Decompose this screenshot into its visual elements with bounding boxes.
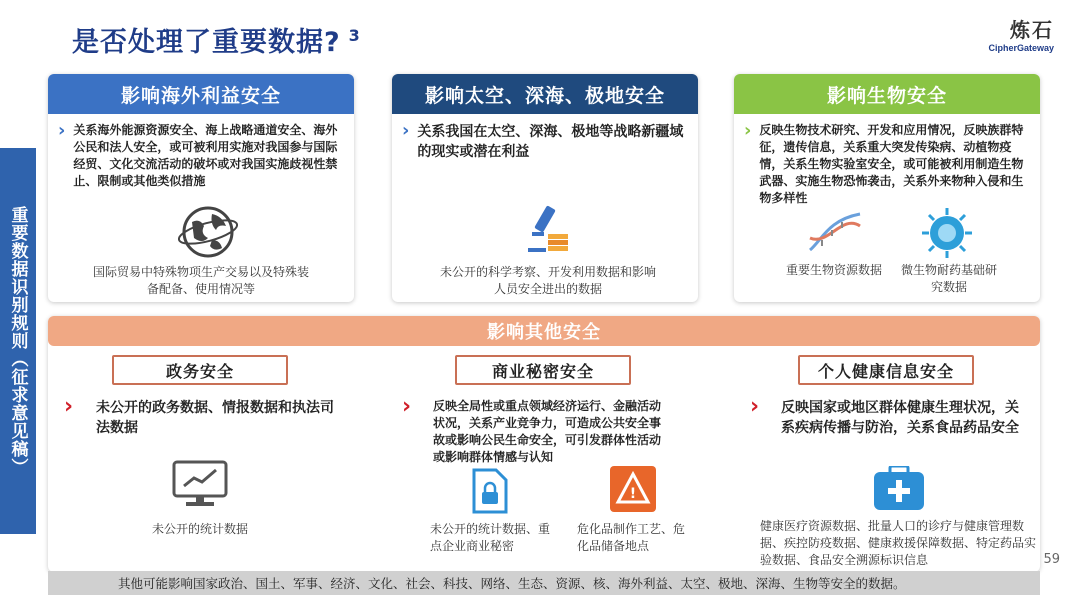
section-title-commercial: 商业秘密安全 (455, 355, 631, 385)
logo-en: CipherGateway (988, 43, 1054, 53)
chevron-right-icon: › (64, 394, 74, 419)
bullet-space (392, 114, 698, 162)
caption-bio-1: 重要生物资源数据 (785, 263, 882, 277)
caption-space: 未公开的科学考察、开发利用数据和影响人员安全进出的数据 (440, 265, 657, 296)
chevron-right-icon: › (58, 120, 66, 141)
page-title: 是否处理了重要数据? $^3$ (72, 26, 361, 58)
card-title-space: 影响太空、深海、极地安全 (392, 74, 698, 114)
dna-icon (808, 210, 862, 258)
microscope-icon (522, 202, 572, 258)
caption-commercial-2: 危化品制作工艺、危化品储备地点 (577, 522, 686, 553)
caption-bio-2: 微生物耐药基础研究数据 (900, 263, 997, 294)
title-superscript: 3 (348, 26, 361, 45)
card-overseas (48, 74, 354, 302)
card-space-sea-polar (392, 74, 698, 302)
section-text-commercial: 反映全局性或重点领域经济运行、金融活动状况，关系产业竞争力，可造成公共安全事故或影响公民生命安全，可引发群体性活动或影响群体情感与认知 (433, 399, 662, 464)
caption-commercial-1: 未公开的统计数据、重点企业商业秘密 (430, 522, 551, 553)
locked-document-icon (470, 468, 510, 518)
card-title-bio: 影响生物安全 (734, 74, 1040, 114)
logo-cn: 炼石 (1010, 18, 1054, 42)
caption-gov: 未公开的统计数据 (151, 522, 248, 536)
card-title-overseas: 影响海外利益安全 (48, 74, 354, 114)
bullet-text-space: 关系我国在太空、深海、极地等战略新疆域的现实或潜在利益 (417, 124, 684, 160)
svg-text:!: ! (629, 486, 637, 502)
bullet-text-overseas: 关系海外能源资源安全、海上战略通道安全、海外公民和法人安全，或可被利用实施对我国参与国际经贸、文化交流活动的破坏或对我国实施歧视性禁止、限制或其他类似措施 (73, 123, 338, 188)
sidebar-label: 重要数据识别规则（征求意见稿） (0, 148, 36, 534)
other-security-banner: 影响其他安全 (48, 316, 1040, 346)
section-text-health: 反映国家或地区群体健康生理状况，关系疾病传播与防治，关系食品药品安全 (781, 400, 1019, 436)
medical-kit-icon (874, 466, 924, 514)
chevron-right-icon: › (402, 120, 410, 141)
bullet-bio (734, 114, 1040, 207)
card-bio (734, 74, 1040, 302)
section-title-health: 个人健康信息安全 (798, 355, 974, 385)
page-number: 59 (1043, 552, 1060, 567)
section-text-gov: 未公开的政务数据、情报数据和执法司法数据 (96, 400, 334, 436)
footer-note: 其他可能影响国家政治、国土、军事、经济、文化、社会、科技、网络、生态、资源、核、海外利益、太空、极地、深海、生物等安全的数据。 (48, 571, 1040, 595)
monitor-chart-icon (172, 460, 228, 512)
bullet-text-bio: 反映生物技术研究、开发和应用情况，反映族群特征，遗传信息，关系重大突发传染病、动植物疫情，关系生物实验室安全，或可能被利用制造生物武器、实施生物恐怖袭击，关系外来物种入侵和生物多样性 (759, 123, 1024, 205)
chevron-right-icon: › (750, 394, 760, 419)
hazard-chemical-icon (610, 466, 656, 516)
company-logo (988, 14, 1054, 53)
chevron-right-icon: › (744, 120, 752, 141)
section-title-gov: 政务安全 (112, 355, 288, 385)
microbe-icon (920, 206, 974, 264)
globe-icon (178, 204, 238, 264)
caption-health: 健康医疗资源数据、批量人口的诊疗与健康管理数据、疾控防疫数据、健康救援保障数据、特定药品实验数据、食品安全溯源标识信息 (760, 519, 1037, 567)
bullet-overseas (48, 114, 354, 190)
chevron-right-icon: › (402, 394, 412, 419)
caption-overseas: 国际贸易中特殊物项生产交易以及特殊装备配备、使用情况等 (92, 265, 309, 296)
